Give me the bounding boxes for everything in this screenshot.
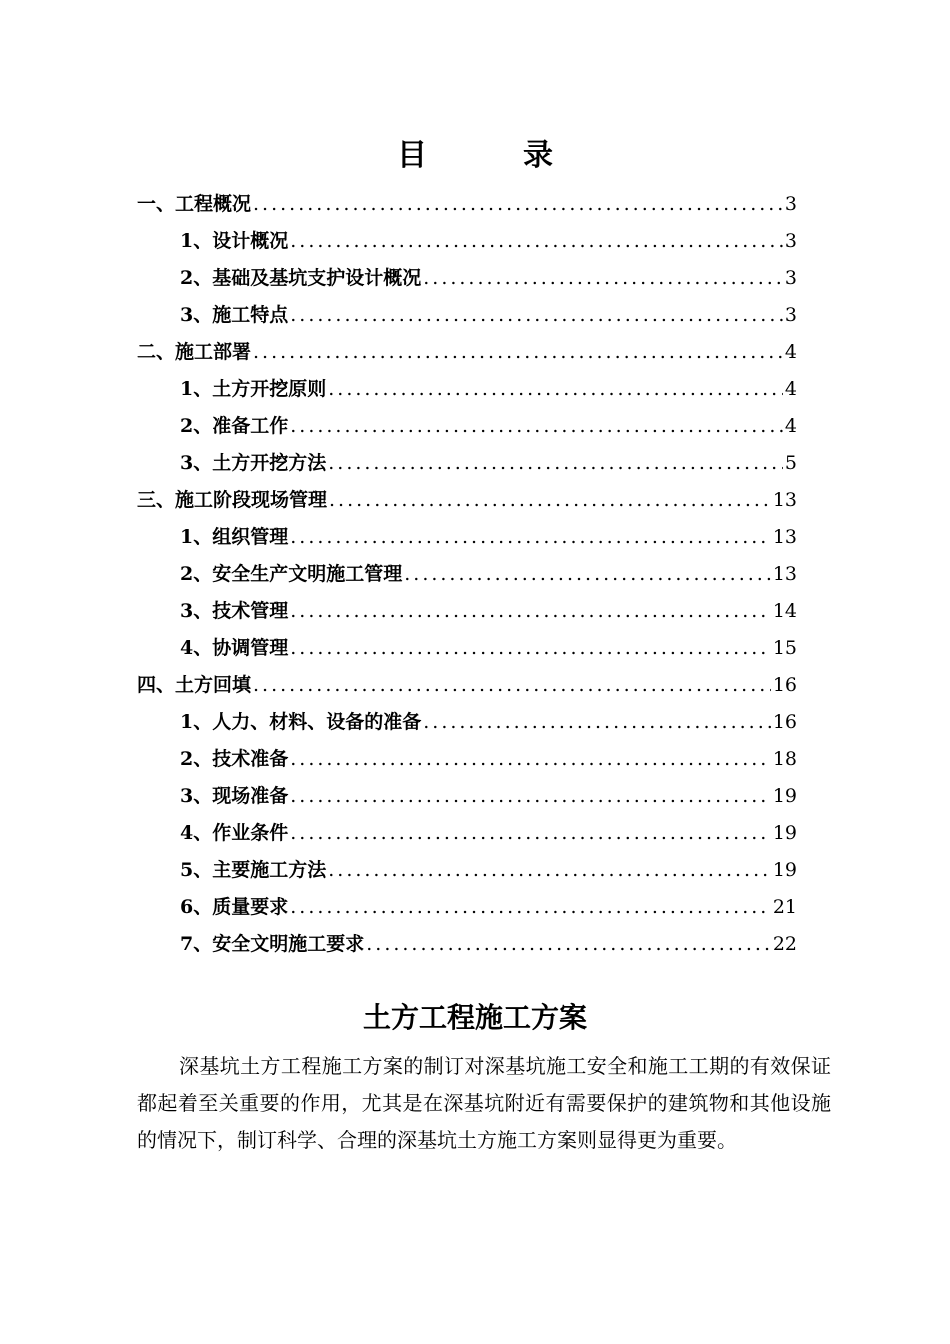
toc-entry-label: 1、设计概况 — [180, 230, 289, 252]
toc-entry-label: 2、技术准备 — [180, 748, 289, 770]
toc-entry-label: 一、工程概况 — [137, 193, 252, 215]
toc-entry-page: 22 — [772, 933, 797, 955]
toc-entry[interactable] — [137, 371, 797, 408]
toc-entry-label: 三、施工阶段现场管理 — [137, 489, 328, 511]
toc-entry[interactable] — [137, 260, 797, 297]
document-title: 土方工程施工方案 — [362, 1001, 587, 1034]
toc-leader-dots — [423, 260, 783, 297]
toc-leader-dots — [423, 704, 771, 741]
toc-leader-dots — [290, 889, 771, 926]
toc-entry-label: 四、土方回填 — [137, 674, 252, 696]
toc-entry-label: 3、施工特点 — [180, 304, 289, 326]
toc-title-right: 录 — [523, 138, 553, 173]
toc-entry-page: 14 — [772, 600, 797, 622]
toc-entry[interactable] — [137, 741, 797, 778]
toc-entry-page: 3 — [784, 267, 797, 289]
toc-leader-dots — [366, 926, 771, 963]
toc-entry[interactable] — [137, 297, 797, 334]
toc-entry[interactable] — [137, 186, 797, 223]
toc-entry[interactable] — [137, 778, 797, 815]
toc-leader-dots — [290, 519, 771, 556]
toc-entry-page: 18 — [772, 748, 797, 770]
toc-entry-page: 19 — [772, 785, 797, 807]
toc-entry-page: 13 — [772, 526, 797, 548]
toc-leader-dots — [253, 186, 783, 223]
toc-entry[interactable] — [137, 556, 797, 593]
toc-entry-label: 4、协调管理 — [180, 637, 289, 659]
toc-leader-dots — [253, 667, 771, 704]
toc-entry-label: 3、技术管理 — [180, 600, 289, 622]
toc-leader-dots — [329, 482, 771, 519]
toc-leader-dots — [290, 297, 783, 334]
toc-entry-label: 3、现场准备 — [180, 785, 289, 807]
intro-paragraph: 深基坑土方工程施工方案的制订对深基坑施工安全和施工工期的有效保证都起着至关重要的作用，尤其是在深基坑附近有需要保护的建筑物和其他设施的情况下，制订科学、合理的深基坑土方施工方案则显得更为重要。 — [137, 1054, 831, 1152]
toc-entry-page: 19 — [772, 859, 797, 881]
toc-entry-page: 16 — [772, 674, 797, 696]
toc-entry[interactable] — [137, 889, 797, 926]
toc-entry-label: 二、施工部署 — [137, 341, 252, 363]
toc-entry[interactable] — [137, 334, 797, 371]
toc-entry[interactable] — [137, 667, 797, 704]
toc-entry-label: 7、安全文明施工要求 — [180, 933, 365, 955]
toc-leader-dots — [290, 593, 771, 630]
toc-entry-page: 21 — [772, 896, 797, 918]
toc-title — [0, 130, 950, 174]
toc-entry-page: 19 — [772, 822, 797, 844]
table-of-contents — [137, 186, 797, 963]
toc-title-left: 目 — [397, 138, 427, 173]
toc-entry[interactable] — [137, 926, 797, 963]
toc-entry-page: 13 — [772, 563, 797, 585]
toc-leader-dots — [290, 741, 771, 778]
toc-leader-dots — [290, 815, 771, 852]
toc-entry-page: 3 — [784, 193, 797, 215]
toc-entry-page: 5 — [784, 452, 797, 474]
toc-leader-dots — [290, 630, 771, 667]
toc-entry[interactable] — [137, 445, 797, 482]
toc-entry[interactable] — [137, 593, 797, 630]
toc-entry-label: 2、基础及基坑支护设计概况 — [180, 267, 422, 289]
toc-leader-dots — [328, 445, 783, 482]
toc-entry-label: 5、主要施工方法 — [180, 859, 327, 881]
toc-entry[interactable] — [137, 519, 797, 556]
toc-entry-page: 13 — [772, 489, 797, 511]
toc-entry[interactable] — [137, 815, 797, 852]
toc-entry-page: 3 — [784, 230, 797, 252]
toc-entry-label: 1、人力、材料、设备的准备 — [180, 711, 422, 733]
toc-entry-label: 3、土方开挖方法 — [180, 452, 327, 474]
toc-leader-dots — [328, 371, 783, 408]
toc-entry-label: 1、组织管理 — [180, 526, 289, 548]
toc-entry[interactable] — [137, 630, 797, 667]
toc-entry-page: 4 — [784, 378, 797, 400]
toc-leader-dots — [290, 408, 783, 445]
toc-leader-dots — [253, 334, 783, 371]
toc-entry-page: 3 — [784, 304, 797, 326]
toc-entry[interactable] — [137, 408, 797, 445]
toc-entry-page: 15 — [772, 637, 797, 659]
toc-entry-page: 4 — [784, 341, 797, 363]
toc-entry[interactable] — [137, 704, 797, 741]
toc-entry-label: 2、安全生产文明施工管理 — [180, 563, 403, 585]
toc-entry-label: 6、质量要求 — [180, 896, 289, 918]
toc-entry-page: 4 — [784, 415, 797, 437]
toc-entry-label: 2、准备工作 — [180, 415, 289, 437]
toc-entry-label: 4、作业条件 — [180, 822, 289, 844]
toc-entry[interactable] — [137, 482, 797, 519]
toc-entry-label: 1、土方开挖原则 — [180, 378, 327, 400]
toc-entry[interactable] — [137, 852, 797, 889]
toc-leader-dots — [290, 778, 771, 815]
toc-leader-dots — [404, 556, 771, 593]
toc-entry[interactable] — [137, 223, 797, 260]
toc-leader-dots — [328, 852, 771, 889]
toc-entry-page: 16 — [772, 711, 797, 733]
toc-leader-dots — [290, 223, 783, 260]
